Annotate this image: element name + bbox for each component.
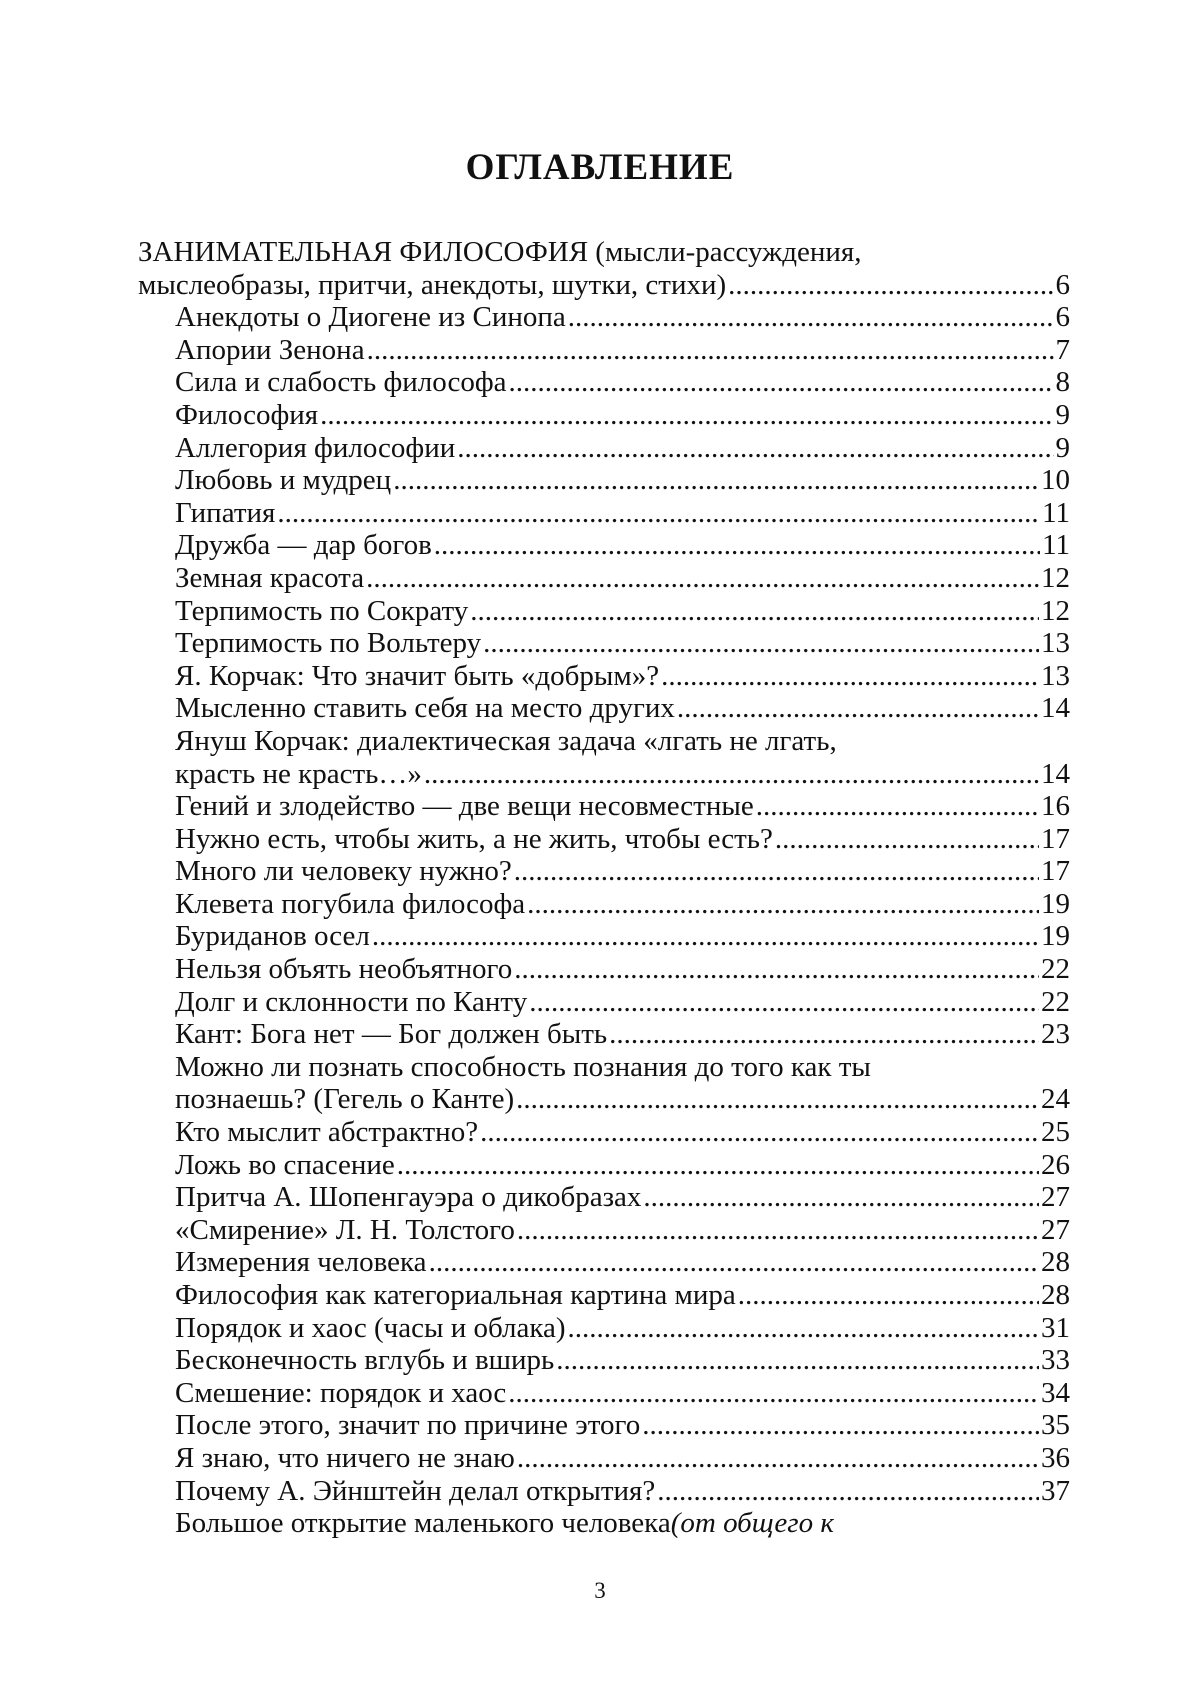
toc-entry-title: Гипатия (175, 496, 276, 529)
toc-leader-dots (728, 269, 1053, 302)
toc-page-number: 24 (1041, 1083, 1070, 1116)
toc-page-number: 28 (1041, 1279, 1070, 1311)
toc-leader-dots (277, 497, 1040, 530)
toc-page-number: 23 (1041, 1018, 1070, 1051)
toc-entry (138, 725, 1070, 790)
toc-leader-dots (367, 334, 1054, 367)
toc-entry-title: Терпимость по Сократу (175, 594, 469, 627)
toc-leader-dots (320, 399, 1053, 432)
toc-entry (138, 334, 1070, 367)
toc-entry (138, 692, 1070, 725)
toc-page-number: 22 (1041, 953, 1070, 986)
toc-leader-dots (529, 986, 1039, 1019)
toc-entry (138, 888, 1070, 921)
toc-entry (138, 1507, 1070, 1540)
toc-page-number: 34 (1041, 1376, 1070, 1409)
toc-entry-title: красть не красть…» (175, 757, 422, 790)
toc-leader-dots (516, 1083, 1039, 1116)
toc-entry (138, 301, 1070, 334)
toc-entry-line (175, 920, 1070, 953)
toc-page-number: 14 (1041, 692, 1070, 725)
toc-entry (138, 432, 1070, 465)
toc-entry-line (175, 1246, 1070, 1279)
toc-entry-line (175, 758, 1070, 791)
toc-entry (138, 366, 1070, 399)
toc-leader-dots (568, 301, 1054, 334)
toc-entry-line (175, 464, 1070, 497)
toc-page-number: 17 (1041, 822, 1070, 855)
toc-entry-line (175, 1409, 1070, 1442)
toc-entry-title: ЗАНИМАТЕЛЬНАЯ ФИЛОСОФИЯ (мысли-рассуждения, (138, 236, 862, 268)
toc-entry-italic-note: (от общего к (670, 1507, 834, 1540)
toc-entry-title: Нужно есть, чтобы жить, а не жить, чтобы есть? (175, 822, 773, 855)
toc-leader-dots (677, 692, 1039, 725)
toc-entry (138, 986, 1070, 1019)
page-number: 3 (594, 1578, 606, 1603)
toc-entry (138, 1279, 1070, 1312)
toc-entry-line (175, 595, 1070, 628)
toc-entry-line (175, 1116, 1070, 1149)
toc-page-number: 14 (1041, 757, 1070, 790)
toc-leader-dots (517, 1214, 1039, 1247)
toc-leader-dots (434, 529, 1040, 562)
toc-entry-title: мыслеобразы, притчи, анекдоты, шутки, стихи) (138, 268, 727, 301)
toc-entry-title: Дружба — дар богов (175, 529, 432, 562)
toc-entry-title: Бесконечность вглубь и вширь (175, 1344, 555, 1377)
toc-entry-line (175, 1083, 1070, 1116)
toc-entry (138, 236, 1070, 301)
toc-entry-line (175, 790, 1070, 823)
toc-page-number: 26 (1041, 1148, 1070, 1181)
toc-entry-title: Клевета погубила философа (175, 887, 526, 920)
toc-entry (138, 855, 1070, 888)
toc-entry-title: Я знаю, что ничего не знаю (175, 1441, 515, 1474)
toc-entry-title: Сила и слабость философа (175, 366, 507, 399)
toc-entry (138, 464, 1070, 497)
toc-leader-dots (366, 562, 1039, 595)
toc-page-number: 33 (1041, 1344, 1070, 1377)
toc-entry-line (138, 269, 1070, 302)
toc-page-number: 19 (1041, 920, 1070, 953)
toc-entry (138, 1181, 1070, 1214)
toc-leader-dots (514, 855, 1039, 888)
toc-entry-line (175, 1312, 1070, 1345)
toc-page-number: 13 (1041, 627, 1070, 660)
toc-entry-line (175, 855, 1070, 888)
toc-leader-dots (470, 595, 1039, 628)
toc-entry (138, 823, 1070, 856)
toc-entry-line (175, 1377, 1070, 1410)
toc-entry-title: Анекдоты о Диогене из Синопа (175, 301, 566, 334)
toc-entry-line (175, 823, 1070, 856)
toc-entry-title: Кант: Бога нет — Бог должен быть (175, 1018, 608, 1051)
toc-entry-line (175, 366, 1070, 399)
toc-entry-title: Долг и склонности по Канту (175, 985, 528, 1018)
toc-entry-title: Много ли человеку нужно? (175, 855, 512, 888)
toc-leader-dots (424, 758, 1039, 791)
toc-entry-line (175, 1149, 1070, 1182)
toc-entry-title: Апории Зенона (175, 333, 365, 366)
toc-page-number: 8 (1055, 366, 1070, 399)
toc-entry-line (175, 529, 1070, 562)
toc-entry-title: Мысленно ставить себя на место других (175, 692, 675, 725)
toc-entry-line (175, 1214, 1070, 1247)
toc-page-number: 11 (1042, 529, 1070, 562)
toc-entry-title: Можно ли познать способность познания до того как ты (175, 1050, 871, 1083)
toc-leader-dots (756, 790, 1039, 823)
toc-entry-title: Порядок и хаос (часы и облака) (175, 1311, 566, 1344)
toc-entry-line (175, 562, 1070, 595)
toc-entry-line (175, 1051, 1070, 1084)
toc-entry-title: Я. Корчак: Что значит быть «добрым»? (175, 659, 660, 692)
toc-entry-title: познаешь? (Гегель о Канте) (175, 1083, 515, 1116)
toc-entry (138, 595, 1070, 628)
toc-entry (138, 1312, 1070, 1345)
toc-leader-dots (775, 823, 1039, 856)
toc-page-number: 12 (1041, 561, 1070, 594)
toc-page-number: 13 (1041, 659, 1070, 692)
toc-page-number: 37 (1041, 1474, 1070, 1507)
toc-page-number: 19 (1041, 887, 1070, 920)
toc-page-number: 27 (1041, 1181, 1070, 1214)
toc-leader-dots (642, 1409, 1039, 1442)
toc-entry-line (175, 1344, 1070, 1377)
toc-leader-dots (657, 1475, 1039, 1508)
toc-entry (138, 562, 1070, 595)
toc-entry-title: Януш Корчак: диалектическая задача «лгать не лгать, (175, 724, 837, 757)
toc-page-number: 35 (1041, 1409, 1070, 1442)
toc-entry (138, 660, 1070, 693)
toc-leader-dots (527, 888, 1039, 921)
toc-entry-line (175, 660, 1070, 693)
toc-entry-title: Любовь и мудрец (175, 464, 392, 497)
toc-entry-title: Буриданов осел (175, 920, 370, 953)
toc-entry-title: Смешение: порядок и хаос (175, 1376, 507, 1409)
table-of-contents (138, 236, 1070, 1540)
toc-leader-dots (661, 660, 1039, 693)
toc-entry-line (175, 1279, 1070, 1312)
toc-entry-title: Притча А. Шопенгауэра о дикобразах (175, 1181, 642, 1214)
toc-page-number: 10 (1041, 464, 1070, 497)
toc-entry-title: Терпимость по Вольтеру (175, 627, 482, 660)
toc-entry-title: Нельзя объять необъятного (175, 953, 513, 986)
toc-entry-line (175, 1181, 1070, 1214)
toc-leader-dots (508, 1377, 1039, 1410)
toc-entry-line (175, 627, 1070, 660)
toc-entry-line (175, 725, 1070, 758)
toc-entry-line (175, 399, 1070, 432)
toc-page-number: 36 (1041, 1441, 1070, 1474)
toc-entry-line (175, 497, 1070, 530)
toc-page-number: 6 (1055, 301, 1070, 334)
toc-entry (138, 1377, 1070, 1410)
toc-entry-title: После этого, значит по причине этого (175, 1409, 641, 1442)
toc-entry (138, 1214, 1070, 1247)
toc-leader-dots (514, 953, 1039, 986)
toc-entry-line (175, 888, 1070, 921)
toc-leader-dots (508, 366, 1053, 399)
toc-page-number: 22 (1041, 985, 1070, 1018)
toc-entry (138, 1149, 1070, 1182)
toc-entry (138, 1246, 1070, 1279)
toc-leader-dots (393, 464, 1039, 497)
toc-entry-line (175, 953, 1070, 986)
toc-entry (138, 497, 1070, 530)
toc-leader-dots (517, 1442, 1039, 1475)
toc-leader-dots (483, 627, 1039, 660)
toc-entry (138, 399, 1070, 432)
toc-entry-title: Гений и злодейство — две вещи несовместные (175, 790, 754, 823)
toc-page-number: 12 (1041, 594, 1070, 627)
toc-entry-title: Кто мыслит абстрактно? (175, 1116, 479, 1149)
toc-page-number: 7 (1055, 333, 1070, 366)
toc-page-number: 9 (1055, 398, 1070, 431)
toc-entry-line (138, 236, 1070, 269)
toc-leader-dots (480, 1116, 1039, 1149)
toc-entry-line (175, 334, 1070, 367)
toc-entry (138, 953, 1070, 986)
toc-page-number: 16 (1041, 790, 1070, 823)
toc-entry (138, 1442, 1070, 1475)
toc-entry (138, 1018, 1070, 1051)
toc-entry-line (175, 692, 1070, 725)
toc-page-number: 9 (1055, 431, 1070, 464)
toc-entry-title: Аллегория философии (175, 431, 456, 464)
toc-leader-dots (556, 1344, 1039, 1377)
toc-entry-line (175, 301, 1070, 334)
toc-leader-dots (397, 1149, 1039, 1182)
toc-page-number: 27 (1041, 1213, 1070, 1246)
toc-leader-dots (372, 920, 1039, 953)
toc-page-number: 28 (1041, 1246, 1070, 1279)
toc-entry-line (175, 432, 1070, 465)
toc-entry-title: Большое открытие маленького человека (175, 1507, 671, 1540)
toc-leader-dots (643, 1181, 1039, 1214)
toc-entry-title: Измерения человека (175, 1246, 427, 1279)
toc-entry-line (175, 1507, 1070, 1540)
toc-entry (138, 1051, 1070, 1116)
toc-entry-line (175, 1475, 1070, 1508)
toc-entry (138, 627, 1070, 660)
toc-entry-title: Почему А. Эйнштейн делал открытия? (175, 1474, 656, 1507)
toc-entry (138, 790, 1070, 823)
toc-leader-dots (429, 1246, 1039, 1279)
toc-page-number: 11 (1042, 496, 1070, 529)
toc-page-number: 6 (1055, 268, 1070, 301)
toc-entry (138, 1116, 1070, 1149)
toc-entry (138, 1409, 1070, 1442)
toc-leader-dots (568, 1312, 1039, 1345)
toc-entry-title: Земная красота (175, 561, 365, 594)
toc-leader-dots (457, 432, 1053, 465)
toc-leader-dots (609, 1018, 1039, 1051)
toc-entry-title: Ложь во спасение (175, 1148, 395, 1181)
toc-page-number: 17 (1041, 855, 1070, 888)
toc-leader-dots (738, 1279, 1039, 1312)
toc-entry (138, 920, 1070, 953)
toc-entry (138, 1344, 1070, 1377)
toc-entry-line (175, 1018, 1070, 1051)
toc-entry (138, 529, 1070, 562)
toc-page-number: 31 (1041, 1311, 1070, 1344)
toc-entry-title: «Смирение» Л. Н. Толстого (175, 1213, 515, 1246)
toc-entry-title: Философия как категориальная картина мира (175, 1279, 736, 1311)
page-title: ОГЛАВЛЕНИЕ (465, 147, 735, 188)
toc-entry-line (175, 986, 1070, 1019)
toc-entry-line (175, 1442, 1070, 1475)
toc-page-number: 25 (1041, 1116, 1070, 1149)
toc-entry-title: Философия (175, 398, 319, 431)
toc-entry (138, 1475, 1070, 1508)
